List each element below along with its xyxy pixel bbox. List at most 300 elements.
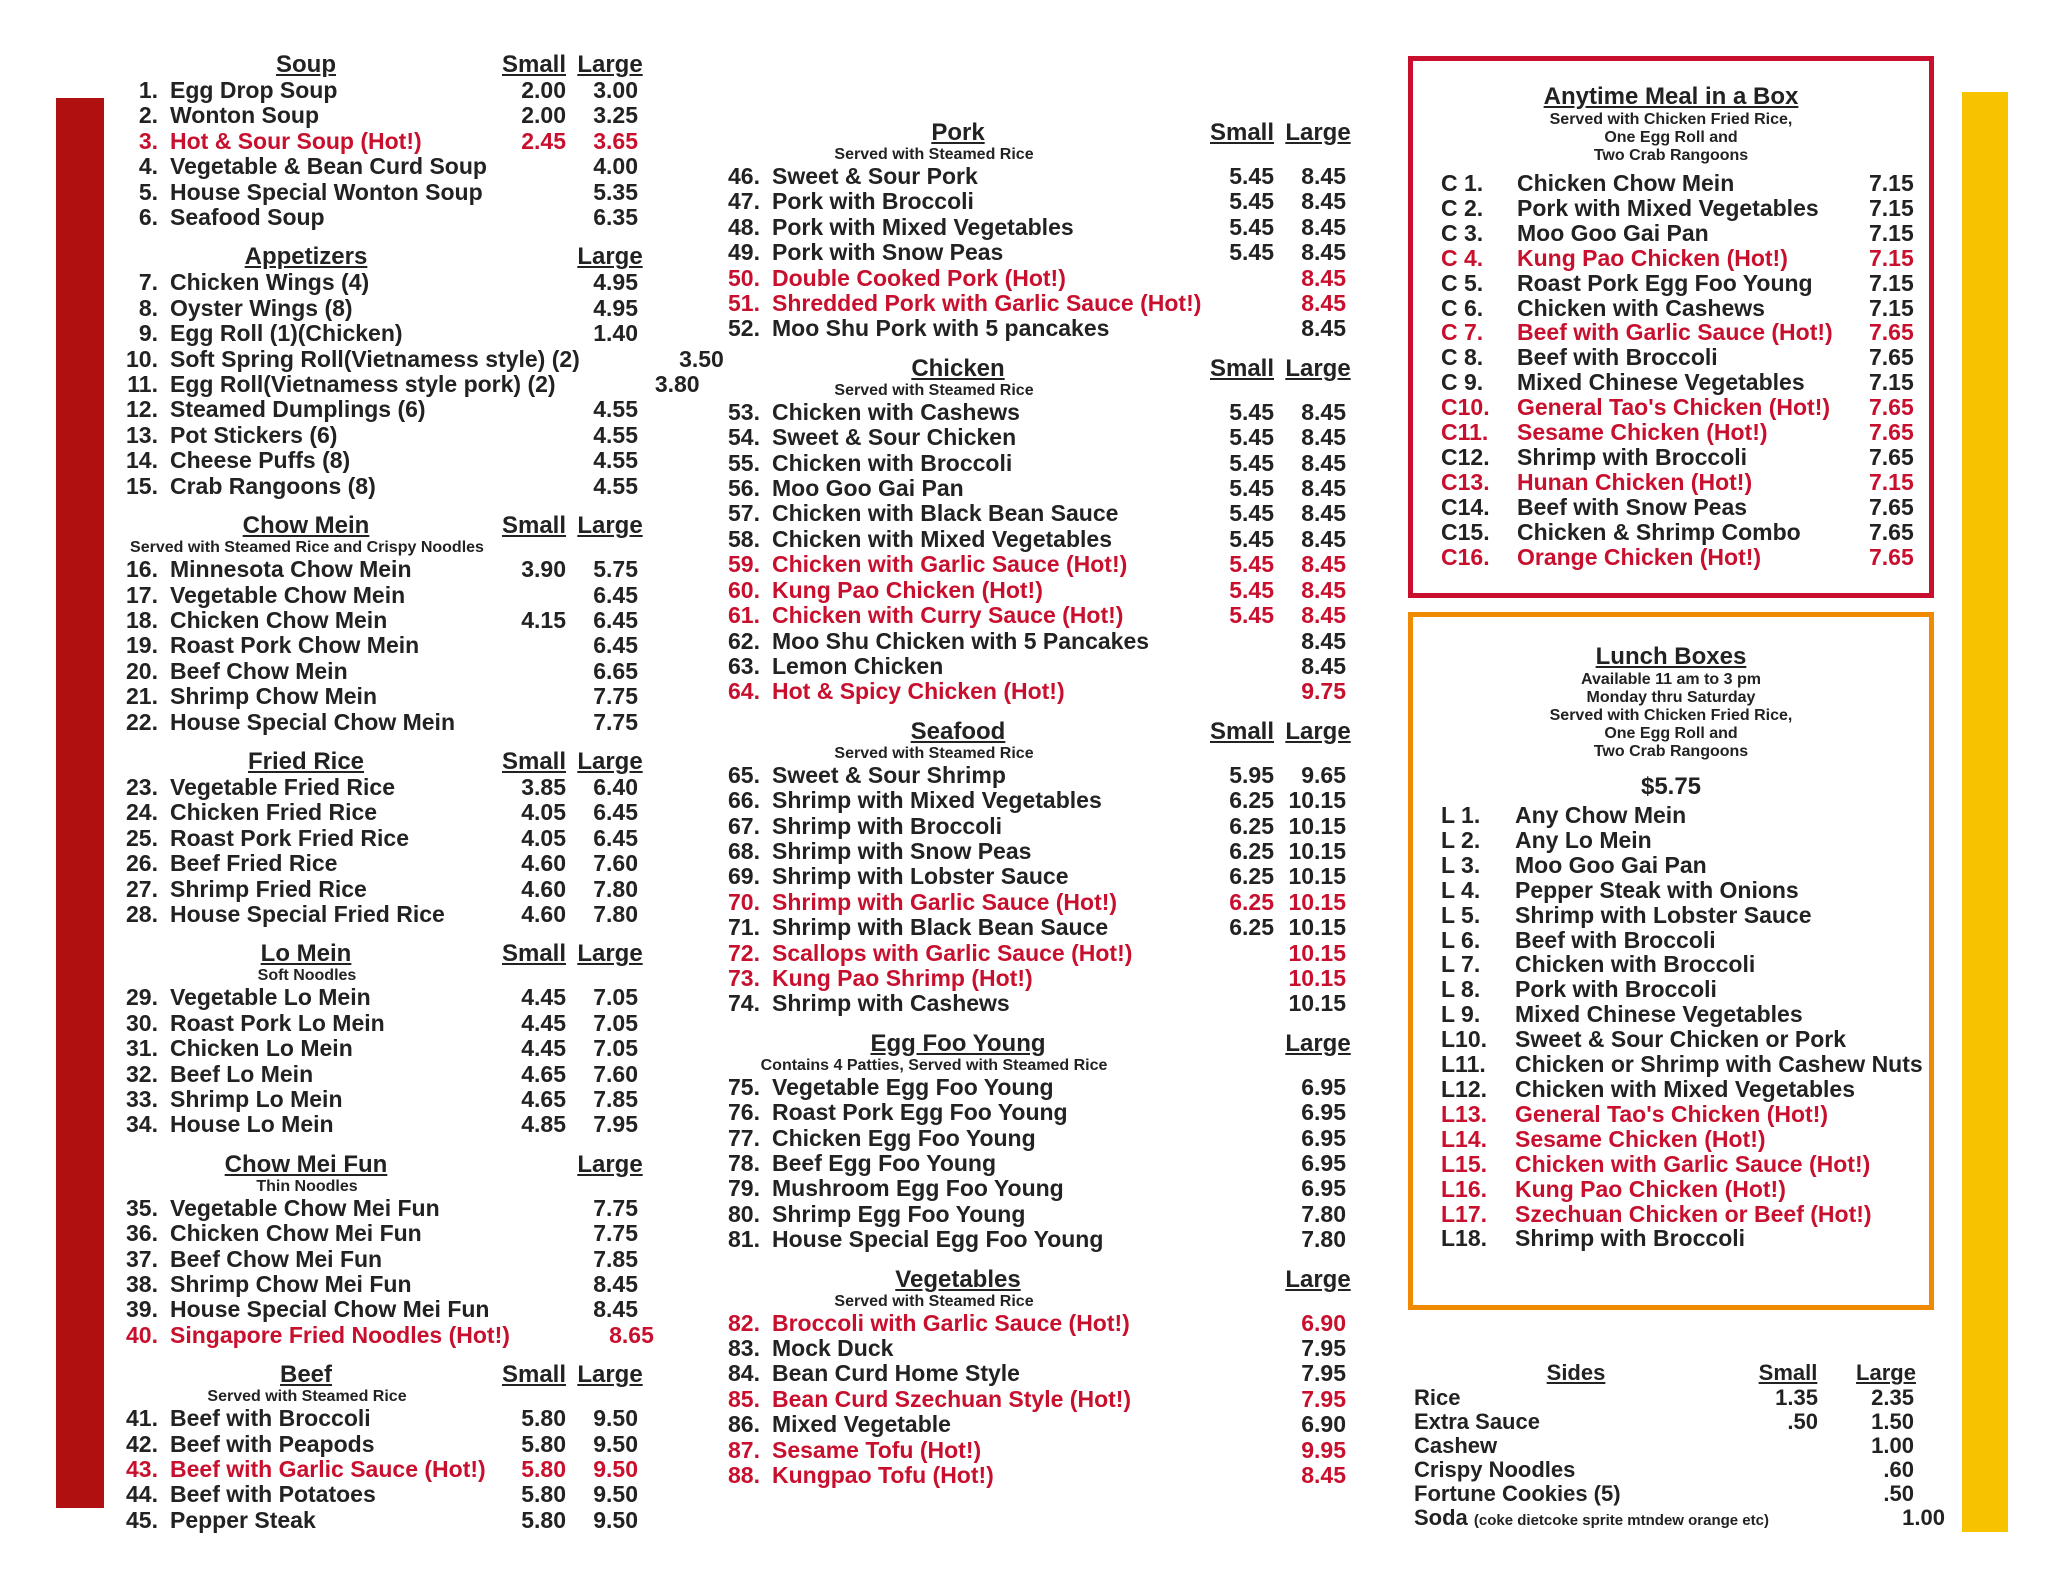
item-name: Beef with Garlic Sauce (Hot!) xyxy=(170,1456,486,1483)
lunch-box-subtitle-line: Available 11 am to 3 pm xyxy=(1581,671,1761,688)
side-large-price: 2.35 xyxy=(1871,1385,1914,1410)
item-number: 56. xyxy=(728,475,760,502)
item-price: 7.15 xyxy=(1869,194,1914,221)
item-large-price: 7.05 xyxy=(593,984,638,1011)
section-subtitle: Thin Noodles xyxy=(256,1177,358,1195)
section-title: Pork xyxy=(931,119,985,146)
item-number: 84. xyxy=(728,1360,760,1387)
item-code: C 4. xyxy=(1441,244,1484,271)
section-subtitle: Served with Steamed Rice xyxy=(207,1388,407,1406)
menu-item-row xyxy=(118,1432,646,1457)
item-large-price: 8.45 xyxy=(1301,551,1346,578)
menu-item-row xyxy=(714,1336,1354,1361)
item-number: 6. xyxy=(138,204,158,231)
section-title: Egg Foo Young xyxy=(870,1029,1046,1057)
item-small-price xyxy=(494,1221,574,1246)
item-name: Egg Roll (1)(Chicken) xyxy=(170,320,403,347)
menu-item-row xyxy=(118,448,646,473)
menu-item-row xyxy=(118,633,646,658)
item-name: Beef with Garlic Sauce (Hot!) xyxy=(1517,319,1833,346)
menu-item-row xyxy=(714,1075,1354,1100)
item-small-price xyxy=(494,633,574,658)
small-column-header: Small xyxy=(501,747,567,775)
item-large-price: 4.55 xyxy=(593,447,638,474)
item-large-price: 6.40 xyxy=(593,773,638,800)
item-number: 22. xyxy=(126,708,158,735)
item-small-price xyxy=(494,154,574,179)
item-large-price: 7.95 xyxy=(593,1111,638,1138)
item-small-price: 5.80 xyxy=(521,1405,566,1432)
item-price: 7.65 xyxy=(1869,493,1914,520)
item-code: C 1. xyxy=(1441,170,1484,196)
item-number: 85. xyxy=(728,1385,760,1412)
item-name: Kungpao Tofu (Hot!) xyxy=(772,1462,994,1489)
menu-item-row xyxy=(714,763,1354,788)
item-large-price: 8.45 xyxy=(1301,525,1346,552)
item-code: C 6. xyxy=(1441,294,1484,321)
item-number: 7. xyxy=(138,269,158,296)
item-small-price: 5.45 xyxy=(1229,551,1274,578)
menu-item-row xyxy=(118,1457,646,1482)
item-small-price xyxy=(494,684,574,709)
menu-item-row xyxy=(714,654,1354,679)
item-name: Shrimp Lo Mein xyxy=(170,1086,343,1112)
item-small-price: 5.80 xyxy=(521,1481,566,1508)
menu-item-row xyxy=(714,1176,1354,1201)
item-code: L 5. xyxy=(1441,901,1481,928)
item-small-price xyxy=(494,659,574,684)
menu-item-row xyxy=(714,941,1354,966)
item-name: Roast Pork Egg Foo Young xyxy=(1517,269,1813,296)
side-small-price xyxy=(1738,1482,1838,1506)
menu-item-row xyxy=(118,1196,646,1221)
item-large-price: 4.95 xyxy=(593,294,638,321)
lunch-box-item xyxy=(1413,977,1929,1002)
menu-item-row xyxy=(118,1321,654,1348)
item-large-price: 6.45 xyxy=(593,581,638,608)
item-large-price: 6.95 xyxy=(1301,1073,1346,1100)
item-name: Pepper Steak with Onions xyxy=(1515,876,1799,903)
item-name: Kung Pao Chicken (Hot!) xyxy=(1515,1175,1786,1202)
side-item-row xyxy=(1414,1386,1934,1410)
item-large-price: 7.80 xyxy=(1301,1200,1346,1227)
item-name: Beef Lo Mein xyxy=(170,1060,314,1087)
item-number: 88. xyxy=(728,1462,760,1489)
item-price: 7.15 xyxy=(1869,244,1914,271)
item-large-price: 9.75 xyxy=(1301,678,1346,705)
item-code: L18. xyxy=(1441,1225,1488,1252)
section-subtitle: Served with Steamed Rice xyxy=(834,381,1034,399)
menu-item-row xyxy=(714,1412,1354,1437)
item-name: Roast Pork Lo Mein xyxy=(170,1009,385,1036)
meal-box-item xyxy=(1413,420,1929,445)
item-name: Mushroom Egg Foo Young xyxy=(772,1175,1064,1202)
section-header xyxy=(118,1152,646,1178)
menu-item-row xyxy=(714,527,1354,552)
small-column-header xyxy=(1202,1031,1282,1057)
item-small-price: 5.80 xyxy=(521,1430,566,1457)
item-name: Chicken with Cashews xyxy=(772,398,1020,425)
item-small-price xyxy=(494,474,574,499)
menu-section xyxy=(714,719,1354,1017)
large-column-header: Large xyxy=(1285,1265,1351,1293)
item-name: Vegetable & Bean Curd Soup xyxy=(170,153,487,180)
item-small-price: 4.05 xyxy=(521,799,566,826)
item-number: 25. xyxy=(126,824,158,851)
item-code: C10. xyxy=(1441,394,1490,421)
lunch-box-subtitle-line: Two Crab Rangoons xyxy=(1593,743,1749,760)
section-header xyxy=(118,1362,646,1388)
item-large-price: 7.60 xyxy=(593,1060,638,1087)
menu-item-row xyxy=(714,189,1354,214)
side-large-price: .50 xyxy=(1883,1481,1914,1506)
item-small-price xyxy=(1202,1176,1282,1201)
meal-box-item xyxy=(1413,445,1929,470)
sides-large-header: Large xyxy=(1856,1360,1916,1385)
menu-item-row xyxy=(118,851,646,876)
menu-section xyxy=(118,749,646,927)
menu-item-row xyxy=(118,78,646,103)
menu-item-row xyxy=(118,557,646,582)
item-small-price: 6.25 xyxy=(1229,888,1274,915)
item-number: 1. xyxy=(138,77,158,103)
item-number: 66. xyxy=(728,787,760,814)
item-name: Bean Curd Szechuan Style (Hot!) xyxy=(772,1385,1132,1412)
section-header xyxy=(118,941,646,967)
side-item-name xyxy=(1414,1410,1738,1434)
item-large-price: 7.75 xyxy=(593,1220,638,1247)
menu-item-row xyxy=(714,1438,1354,1463)
item-number: 57. xyxy=(728,500,760,527)
item-name: House Lo Mein xyxy=(170,1111,334,1138)
item-name: Shrimp with Snow Peas xyxy=(772,837,1032,864)
item-code: C 7. xyxy=(1441,319,1484,346)
menu-item-row xyxy=(118,180,646,205)
item-price: 7.65 xyxy=(1869,344,1914,371)
item-large-price: 9.95 xyxy=(1301,1436,1346,1463)
item-small-price: 3.85 xyxy=(521,773,566,800)
section-header xyxy=(714,120,1354,146)
lunch-box-item xyxy=(1413,928,1929,953)
item-number: 26. xyxy=(126,850,158,877)
item-name: Beef with Broccoli xyxy=(1517,344,1718,371)
item-small-price xyxy=(494,205,574,230)
item-name: Hunan Chicken (Hot!) xyxy=(1517,468,1753,495)
item-small-price: 4.60 xyxy=(521,900,566,927)
item-small-price: 6.25 xyxy=(1229,837,1274,864)
item-number: 15. xyxy=(126,472,158,499)
item-name: Moo Goo Gai Pan xyxy=(772,475,964,502)
lunch-box-item xyxy=(1413,1077,1929,1102)
item-name: Shrimp with Broccoli xyxy=(1515,1225,1746,1252)
item-name: Vegetable Chow Mein xyxy=(170,581,406,608)
lunch-box-item xyxy=(1413,952,1929,977)
item-small-price xyxy=(510,1323,590,1348)
item-name: Bean Curd Home Style xyxy=(772,1360,1020,1387)
item-code: L16. xyxy=(1441,1175,1488,1202)
item-name: Shrimp with Lobster Sauce xyxy=(1515,901,1812,928)
menu-item-row xyxy=(118,1087,646,1112)
item-name: Lemon Chicken xyxy=(772,652,944,679)
item-number: 68. xyxy=(728,837,760,864)
large-column-header: Large xyxy=(577,512,643,540)
item-number: 75. xyxy=(728,1073,760,1100)
side-small-price xyxy=(1769,1506,1869,1533)
side-large-price: 1.00 xyxy=(1902,1505,1945,1530)
item-number: 8. xyxy=(138,294,158,321)
item-small-price xyxy=(494,1297,574,1322)
item-code: L 4. xyxy=(1441,876,1481,903)
lunch-box-price: $5.75 xyxy=(1640,773,1702,800)
section-title: Chow Mein xyxy=(242,512,370,540)
meal-box-item xyxy=(1413,246,1929,271)
item-small-price xyxy=(494,270,574,295)
lunch-box-list xyxy=(1413,803,1929,1251)
item-number: 61. xyxy=(728,602,760,629)
item-number: 82. xyxy=(728,1309,760,1336)
item-small-price xyxy=(1202,1311,1282,1336)
item-number: 4. xyxy=(138,153,158,180)
item-name: Beef Egg Foo Young xyxy=(772,1150,997,1176)
item-code: C16. xyxy=(1441,543,1490,570)
item-number: 65. xyxy=(728,761,760,788)
section-header xyxy=(118,513,646,539)
item-number: 17. xyxy=(126,581,158,608)
large-column-header: Large xyxy=(1285,1029,1351,1057)
item-small-price: 4.65 xyxy=(521,1060,566,1087)
item-number: 3. xyxy=(138,127,158,154)
item-large-price: 7.80 xyxy=(593,875,638,902)
item-name: Szechuan Chicken or Beef (Hot!) xyxy=(1515,1200,1872,1227)
item-number: 21. xyxy=(126,683,158,710)
item-small-price: 4.45 xyxy=(521,1035,566,1062)
item-small-price xyxy=(1202,1227,1282,1252)
menu-section xyxy=(118,513,646,735)
side-item-label: Rice xyxy=(1414,1385,1461,1410)
menu-section xyxy=(714,120,1354,342)
item-number: 54. xyxy=(728,424,760,451)
item-name: Moo Goo Gai Pan xyxy=(1517,219,1709,246)
item-large-price: 5.75 xyxy=(593,556,638,583)
item-small-price xyxy=(1202,679,1282,704)
item-name: Mixed Chinese Vegetables xyxy=(1517,369,1805,396)
item-code: L 8. xyxy=(1441,976,1481,1003)
item-large-price: 6.90 xyxy=(1301,1309,1346,1336)
menu-section xyxy=(714,1267,1354,1489)
item-small-price xyxy=(494,1272,574,1297)
item-name: House Special Fried Rice xyxy=(170,900,445,927)
menu-item-row xyxy=(714,578,1354,603)
side-item-label: Soda xyxy=(1414,1505,1474,1530)
menu-item-row xyxy=(714,552,1354,577)
side-item-row xyxy=(1414,1410,1934,1434)
large-column-header: Large xyxy=(1285,354,1351,382)
menu-item-row xyxy=(118,371,700,398)
item-small-price xyxy=(1202,1202,1282,1227)
item-number: 60. xyxy=(728,576,760,603)
item-number: 42. xyxy=(126,1430,158,1457)
meal-box-subtitle-line: Two Crab Rangoons xyxy=(1593,147,1749,164)
item-price: 7.15 xyxy=(1869,269,1914,296)
item-name: Chicken with Curry Sauce (Hot!) xyxy=(772,602,1124,629)
sides-section xyxy=(1414,1360,1945,1533)
item-number: 38. xyxy=(126,1271,158,1298)
section-subtitle: Served with Steamed Rice and Crispy Noodles xyxy=(130,539,484,557)
item-name: Roast Pork Fried Rice xyxy=(170,824,410,851)
item-large-price: 7.95 xyxy=(1301,1360,1346,1387)
small-column-header: Small xyxy=(1209,354,1275,382)
item-large-price: 6.95 xyxy=(1301,1124,1346,1151)
item-name: Shrimp Chow Mein xyxy=(170,683,377,710)
item-small-price: 2.45 xyxy=(521,127,566,154)
menu-item-row xyxy=(118,1036,646,1061)
item-name: Chicken or Shrimp with Cashew Nuts xyxy=(1515,1051,1923,1078)
menu-item-row xyxy=(118,1221,646,1246)
item-small-price: 4.60 xyxy=(521,850,566,877)
item-name: General Tao's Chicken (Hot!) xyxy=(1515,1100,1829,1127)
item-number: 39. xyxy=(126,1296,158,1323)
item-large-price: 8.45 xyxy=(1301,163,1346,189)
meal-box-subtitle-line: One Egg Roll and xyxy=(1604,129,1738,146)
item-name: Beef with Snow Peas xyxy=(1517,493,1748,520)
lunch-box-item xyxy=(1413,1152,1929,1177)
item-small-price xyxy=(1202,991,1282,1016)
item-code: C 9. xyxy=(1441,369,1484,396)
large-column-header: Large xyxy=(577,243,643,271)
menu-section xyxy=(118,243,724,499)
item-large-price: 8.45 xyxy=(1301,398,1346,425)
side-item-row xyxy=(1414,1482,1934,1506)
menu-section xyxy=(118,941,646,1137)
item-name: Beef with Peapods xyxy=(170,1430,375,1457)
item-small-price: 6.25 xyxy=(1229,787,1274,814)
item-name: Orange Chicken (Hot!) xyxy=(1517,543,1762,570)
lunch-box-item xyxy=(1413,803,1929,828)
item-large-price: 7.75 xyxy=(593,683,638,710)
item-number: 18. xyxy=(126,606,158,633)
meal-box-item xyxy=(1413,520,1929,545)
item-name: Scallops with Garlic Sauce (Hot!) xyxy=(772,939,1133,966)
item-name: Pork with Mixed Vegetables xyxy=(772,213,1074,240)
menu-item-row xyxy=(118,423,646,448)
item-price: 7.65 xyxy=(1869,518,1914,545)
item-small-price xyxy=(1202,1075,1282,1100)
item-large-price: 4.55 xyxy=(593,472,638,499)
item-large-price: 10.15 xyxy=(1288,787,1346,814)
item-name: Kung Pao Chicken (Hot!) xyxy=(772,576,1043,603)
menu-item-row xyxy=(714,240,1354,265)
item-name: General Tao's Chicken (Hot!) xyxy=(1517,394,1831,421)
item-code: L11. xyxy=(1441,1051,1486,1078)
menu-item-row xyxy=(714,1100,1354,1125)
large-column-header: Large xyxy=(577,51,643,78)
item-number: 79. xyxy=(728,1175,760,1202)
item-name: Vegetable Egg Foo Young xyxy=(772,1073,1054,1100)
menu-item-row xyxy=(714,915,1354,940)
meal-box-item xyxy=(1413,545,1929,570)
item-small-price: 4.85 xyxy=(521,1111,566,1138)
menu-item-row xyxy=(714,476,1354,501)
item-number: 24. xyxy=(126,799,158,826)
item-number: 87. xyxy=(728,1436,760,1463)
item-name: Cheese Puffs (8) xyxy=(170,447,351,474)
menu-item-row xyxy=(714,164,1354,189)
item-name: Mock Duck xyxy=(772,1335,894,1362)
section-title: Soup xyxy=(276,51,336,78)
item-small-price xyxy=(1202,1438,1282,1463)
left-red-border xyxy=(56,98,104,1508)
item-number: 50. xyxy=(728,264,760,291)
menu-item-row xyxy=(118,1062,646,1087)
item-large-price: 7.75 xyxy=(593,1194,638,1221)
menu-item-row xyxy=(714,215,1354,240)
lunch-box-item xyxy=(1413,853,1929,878)
item-price: 7.65 xyxy=(1869,443,1914,470)
lunch-box-item xyxy=(1413,1052,1929,1077)
item-large-price: 6.65 xyxy=(593,657,638,684)
item-name: Soft Spring Roll(Vietnamess style) (2) xyxy=(170,345,580,372)
item-large-price: 1.40 xyxy=(593,320,638,347)
item-small-price: 2.00 xyxy=(521,102,566,129)
item-price: 7.65 xyxy=(1869,419,1914,446)
section-title: Fried Rice xyxy=(247,747,365,775)
item-small-price: 5.45 xyxy=(1229,163,1274,189)
side-item-note: (coke dietcoke sprite mtndew orange etc) xyxy=(1473,1512,1769,1529)
menu-section xyxy=(714,1031,1354,1253)
small-column-header: Small xyxy=(501,512,567,540)
item-number: 32. xyxy=(126,1060,158,1087)
item-small-price: 5.45 xyxy=(1229,525,1274,552)
item-name: Sweet & Sour Shrimp xyxy=(772,761,1006,788)
large-column-header: Large xyxy=(1285,717,1351,745)
item-small-price: 5.45 xyxy=(1229,500,1274,527)
lunch-box-subtitle-line: Monday thru Saturday xyxy=(1586,689,1756,706)
item-small-price xyxy=(1202,1151,1282,1176)
menu-column-1 xyxy=(118,51,724,1547)
large-column-header: Large xyxy=(577,1150,643,1178)
item-code: L 6. xyxy=(1441,926,1481,953)
item-large-price: 7.75 xyxy=(593,708,638,735)
menu-section xyxy=(714,356,1354,705)
item-name: Mixed Vegetable xyxy=(772,1411,951,1438)
item-number: 77. xyxy=(728,1124,760,1151)
item-name: Chicken with Broccoli xyxy=(1515,951,1756,978)
menu-item-row xyxy=(118,775,646,800)
item-small-price: 5.45 xyxy=(1229,602,1274,629)
meal-box-item xyxy=(1413,495,1929,520)
section-header xyxy=(714,356,1354,382)
item-number: 9. xyxy=(138,320,158,347)
item-number: 31. xyxy=(126,1035,158,1062)
small-column-header: Small xyxy=(1209,119,1275,146)
menu-item-row xyxy=(714,814,1354,839)
item-code: C15. xyxy=(1441,518,1490,545)
item-number: 41. xyxy=(126,1405,158,1432)
side-item-row xyxy=(1414,1434,1934,1458)
menu-column-2 xyxy=(714,120,1354,1502)
item-small-price: 4.65 xyxy=(521,1086,566,1112)
item-number: 86. xyxy=(728,1411,760,1438)
section-header xyxy=(714,1267,1354,1293)
side-small-price: 1.35 xyxy=(1775,1385,1818,1410)
lunch-box-item xyxy=(1413,1027,1929,1052)
item-name: Pepper Steak xyxy=(170,1506,316,1533)
lunch-box-item xyxy=(1413,1177,1929,1202)
menu-item-row xyxy=(118,1482,646,1507)
meal-box-item xyxy=(1413,395,1929,420)
item-large-price: 8.45 xyxy=(1301,449,1346,476)
item-price: 7.65 xyxy=(1869,394,1914,421)
